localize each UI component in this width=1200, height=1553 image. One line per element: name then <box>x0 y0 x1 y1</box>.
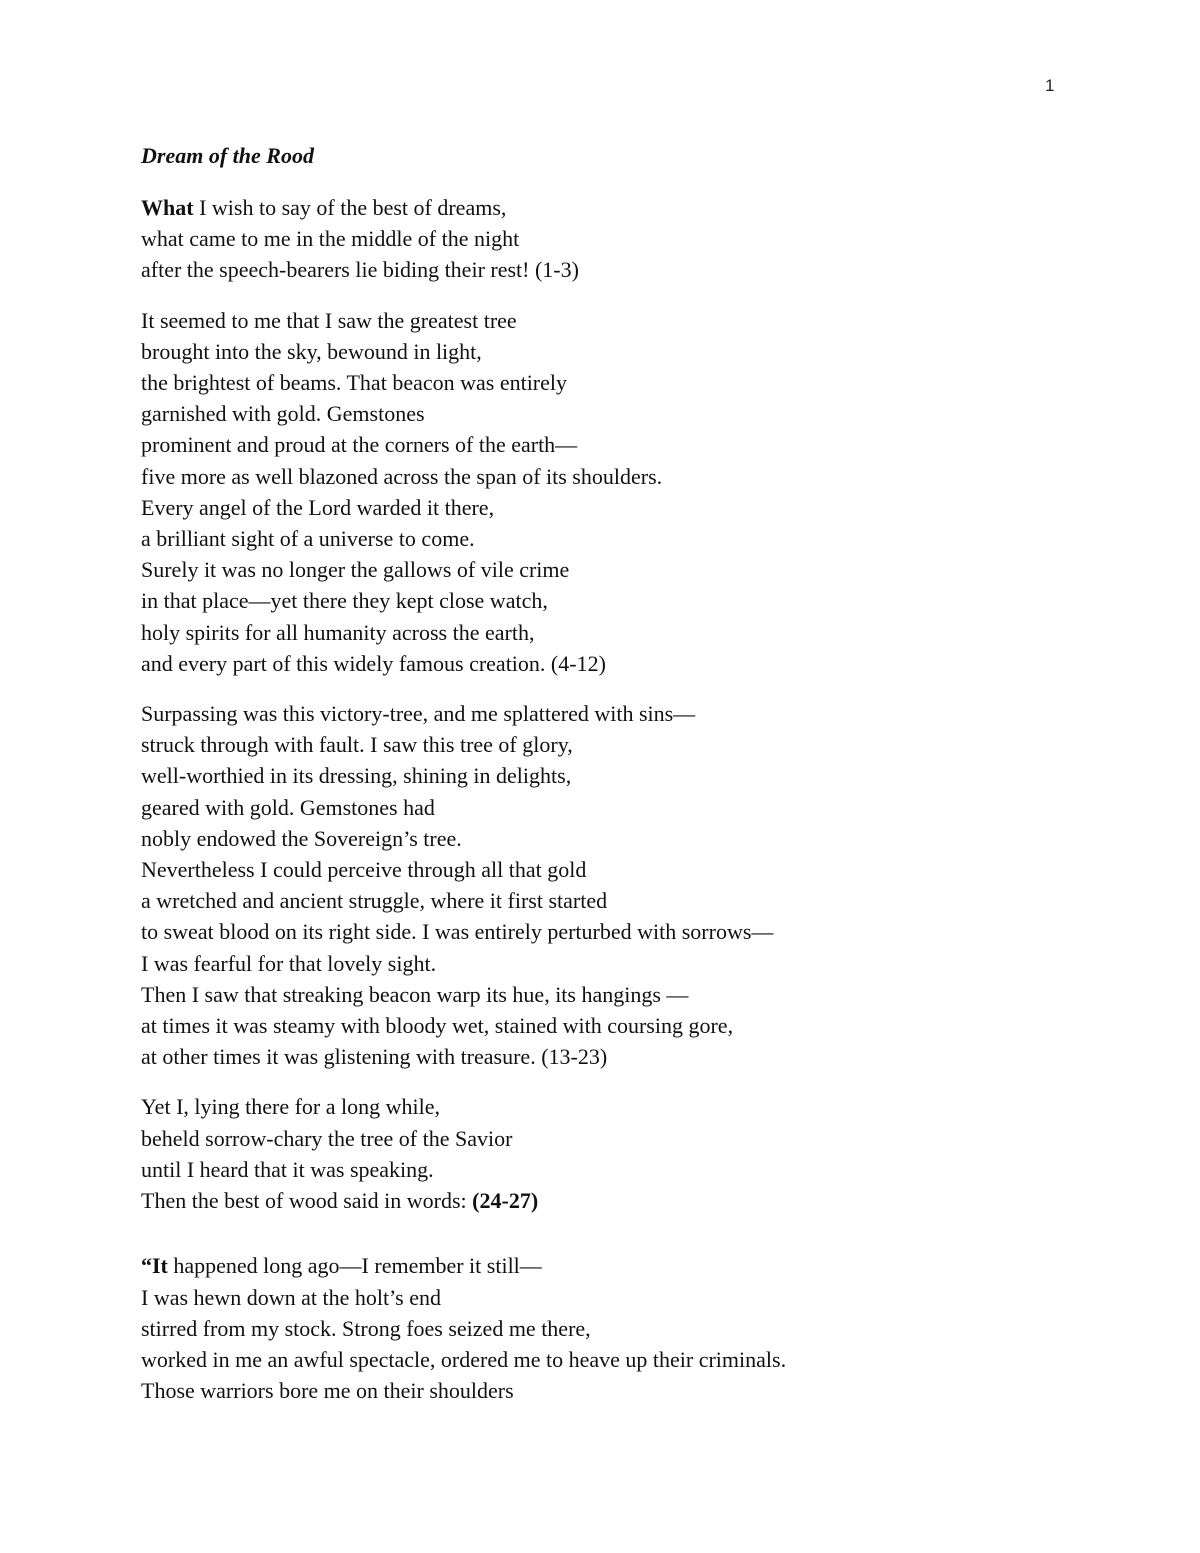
poem-line: Those warriors bore me on their shoulders <box>141 1378 514 1404</box>
stanza-1 <box>141 192 1101 286</box>
poem-line: and every part of this widely famous creation. (4-12) <box>141 650 606 676</box>
poem-line: well-worthied in its dressing, shining in delights, <box>141 763 572 789</box>
poem-line: stirred from my stock. Strong foes seized me there, <box>141 1315 591 1341</box>
poem-line: at other times it was glistening with treasure. (13-23) <box>141 1044 608 1070</box>
poem-line: prominent and proud at the corners of the earth— <box>141 432 578 458</box>
stanza-2 <box>141 305 1101 679</box>
poem-line: beheld sorrow-chary the tree of the Savior <box>141 1125 513 1151</box>
poem-line: I was fearful for that lovely sight. <box>141 950 437 976</box>
poem-line: Yet I, lying there for a long while, <box>141 1094 440 1120</box>
poem-line: holy spirits for all humanity across the earth, <box>141 619 535 645</box>
poem-title: Dream of the Rood <box>141 143 314 168</box>
poem-line: garnished with gold. Gemstones <box>141 401 425 427</box>
poem-line: the brightest of beams. That beacon was entirely <box>141 370 568 396</box>
poem-line: in that place—yet there they kept close watch, <box>141 588 548 614</box>
poem-line: Surely it was no longer the gallows of vile crime <box>141 557 570 583</box>
poem-line: Nevertheless I could perceive through all that gold <box>141 857 587 883</box>
poem-line: a brilliant sight of a universe to come. <box>141 526 475 552</box>
poem-line: at times it was steamy with bloody wet, stained with coursing gore, <box>141 1013 734 1039</box>
poem-line: Every angel of the Lord warded it there, <box>141 494 495 520</box>
stanza-3 <box>141 698 1101 1072</box>
poem-line: what came to me in the middle of the night <box>141 226 520 252</box>
poem-line: to sweat blood on its right side. I was entirely perturbed with sorrows— <box>141 919 774 945</box>
poem-line: until I heard that it was speaking. <box>141 1156 434 1182</box>
document-body <box>141 140 1101 1425</box>
poem-line: geared with gold. Gemstones had <box>141 794 435 820</box>
poem-line: I was hewn down at the holt’s end <box>141 1284 441 1310</box>
poem-line: nobly endowed the Sovereign’s tree. <box>141 825 462 851</box>
poem-line: struck through with fault. I saw this tree of glory, <box>141 732 573 758</box>
poem-line: a wretched and ancient struggle, where it first started <box>141 888 608 914</box>
poem-line: worked in me an awful spectacle, ordered me to heave up their criminals. <box>141 1346 787 1372</box>
stanza-4 <box>141 1091 1101 1216</box>
stanza-5 <box>141 1250 1101 1406</box>
poem-line: Then I saw that streaking beacon warp its hue, its hangings — <box>141 981 689 1007</box>
poem-line: Surpassing was this victory-tree, and me splattered with sins— <box>141 701 696 727</box>
poem-line: What I wish to say of the best of dreams, <box>141 195 507 220</box>
poem-line: Then the best of wood said in words: (24-27) <box>141 1188 539 1214</box>
poem-line: brought into the sky, bewound in light, <box>141 338 482 364</box>
poem-line: “It happened long ago—I remember it still— <box>141 1253 542 1279</box>
poem-line: after the speech-bearers lie biding their rest! (1-3) <box>141 257 579 283</box>
page-number: 1 <box>1045 76 1055 95</box>
poem-line: It seemed to me that I saw the greatest tree <box>141 307 517 333</box>
poem-line: five more as well blazoned across the span of its shoulders. <box>141 463 663 489</box>
